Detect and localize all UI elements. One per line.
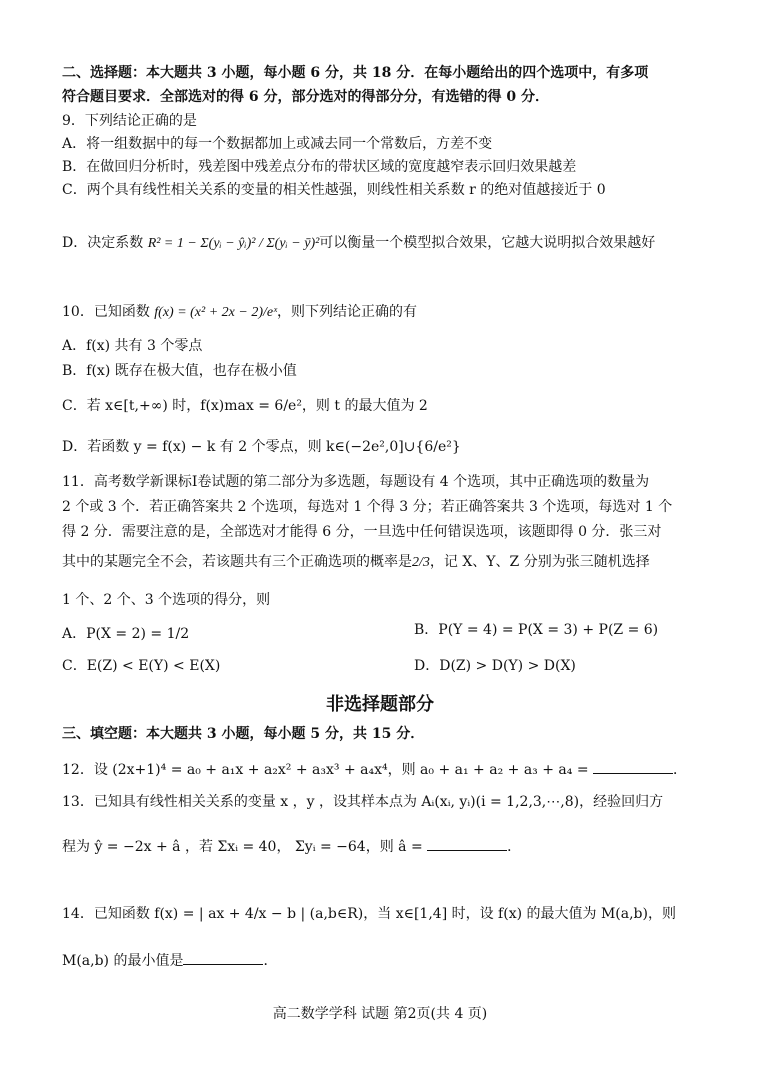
q10-option-d: D．若函数 y = f(x) − k 有 2 个零点，则 k∈(−2e²,0]∪{6/e²} <box>62 439 461 455</box>
q9-option-c: C．两个具有线性相关关系的变量的相关性越强，则线性相关系数 r 的绝对值越接近于 0 <box>62 182 606 198</box>
q11-line4 <box>62 552 650 573</box>
q10-stem-formula: f(x) = (x² + 2x − 2)/eˣ <box>154 305 278 320</box>
part-title: 非选择题部分 <box>326 694 434 715</box>
q10-stem-prefix: 10．已知函数 <box>62 304 155 320</box>
q11-line4-suffix: ，记 X、Y、Z 分别为张三随机选择 <box>429 554 650 570</box>
q11-line3: 得 2 分．需要注意的是，全部选对才能得 6 分，一旦选中任何错误选项，该题即得 0 分．张三对 <box>62 524 662 540</box>
q11-line2: 2 个或 3 个．若正确答案共 2 个选项，每选对 1 个得 3 分；若正确答案共 3 个选项，每选对 1 个 <box>62 499 673 515</box>
q11-line5: 1 个、2 个、3 个选项的得分，则 <box>62 592 271 608</box>
q11-line1: 11．高考数学新课标Ⅰ卷试题的第二部分为多选题，每题设有 4 个选项，其中正确选项的数量为 <box>62 474 650 490</box>
q11-option-b: B．P(Y = 4) = P(X = 3) + P(Z = 6) <box>414 622 659 638</box>
q9-option-b: B．在做回归分析时，残差图中残差点分布的带状区域的宽度越窄表示回归效果越差 <box>62 159 577 175</box>
q14-line1: 14．已知函数 f(x) = | ax + 4/x − b | (a,b∈R)，当 x∈[1,4] 时，设 f(x) 的最大值为 M(a,b)，则 <box>62 906 676 922</box>
q13-answer-blank[interactable] <box>427 836 507 851</box>
q12-end: ． <box>673 762 688 778</box>
q12 <box>62 759 687 780</box>
section2-header-line2: 符合题目要求．全部选对的得 6 分，部分选对的得部分分，有选错的得 0 分． <box>62 89 549 105</box>
q11-line4-fraction: 2/3 <box>412 555 430 570</box>
q14-end: ． <box>263 953 278 969</box>
q12-answer-blank[interactable] <box>593 759 673 774</box>
section3-header: 三、填空题：本大题共 3 小题，每小题 5 分，共 15 分． <box>62 726 425 742</box>
q11-option-a: A．P(X = 2) = 1/2 <box>62 626 190 642</box>
q14-line2-text: M(a,b) 的最小值是 <box>62 953 184 969</box>
q9-d-prefix: D．决定系数 <box>62 235 148 251</box>
q9-option-a: A．将一组数据中的每一个数据都加上或减去同一个常数后，方差不变 <box>62 136 493 152</box>
q12-text: 12．设 (2x+1)⁴ = a₀ + a₁x + a₂x² + a₃x³ + a₄x⁴，则 a₀ + a₁ + a₂ + a₃ + a₄ = <box>62 762 594 778</box>
q9-option-d <box>62 233 655 254</box>
q13-end: ． <box>507 839 522 855</box>
q9-d-formula: R² = 1 − Σ(yᵢ − ŷᵢ)² / Σ(yᵢ − ȳ)² <box>147 236 320 251</box>
q11-option-d: D．D(Z) > D(Y) > D(X) <box>414 658 576 674</box>
q10-stem <box>62 302 417 323</box>
q13-line1: 13．已知具有线性相关关系的变量 x ，y ，设其样本点为 Aᵢ(xᵢ, yᵢ)(i = 1,2,3,⋯,8)，经验回归方 <box>62 794 664 810</box>
q10-option-b: B．f(x) 既存在极大值，也存在极小值 <box>62 363 297 379</box>
q10-option-c: C．若 x∈[t,+∞) 时，f(x)max = 6/e²，则 t 的最大值为 2 <box>62 398 428 414</box>
q11-line4-prefix: 其中的某题完全不会，若该题共有三个正确选项的概率是 <box>62 554 412 570</box>
q14-answer-blank[interactable] <box>183 950 263 965</box>
q10-stem-suffix: ，则下列结论正确的有 <box>277 304 418 320</box>
q11-option-c: C．E(Z) < E(Y) < E(X) <box>62 658 221 674</box>
q10-option-a: A．f(x) 共有 3 个零点 <box>62 338 203 354</box>
q13-line2 <box>62 836 521 857</box>
q13-line2-text: 程为 ŷ = −2x + â ，若 Σxᵢ = 40， Σyᵢ = −64，则 â = <box>62 839 428 855</box>
section2-header-line1: 二、选择题：本大题共 3 小题，每小题 6 分，共 18 分．在每小题给出的四个选项中，有多项 <box>62 65 649 81</box>
q9-d-suffix: 可以衡量一个模型拟合效果，它越大说明拟合效果越好 <box>319 235 656 251</box>
page-footer: 高二数学学科 试题 第2页(共 4 页) <box>272 1006 488 1022</box>
q14-line2 <box>62 950 277 971</box>
q9-stem: 9．下列结论正确的是 <box>62 113 197 129</box>
